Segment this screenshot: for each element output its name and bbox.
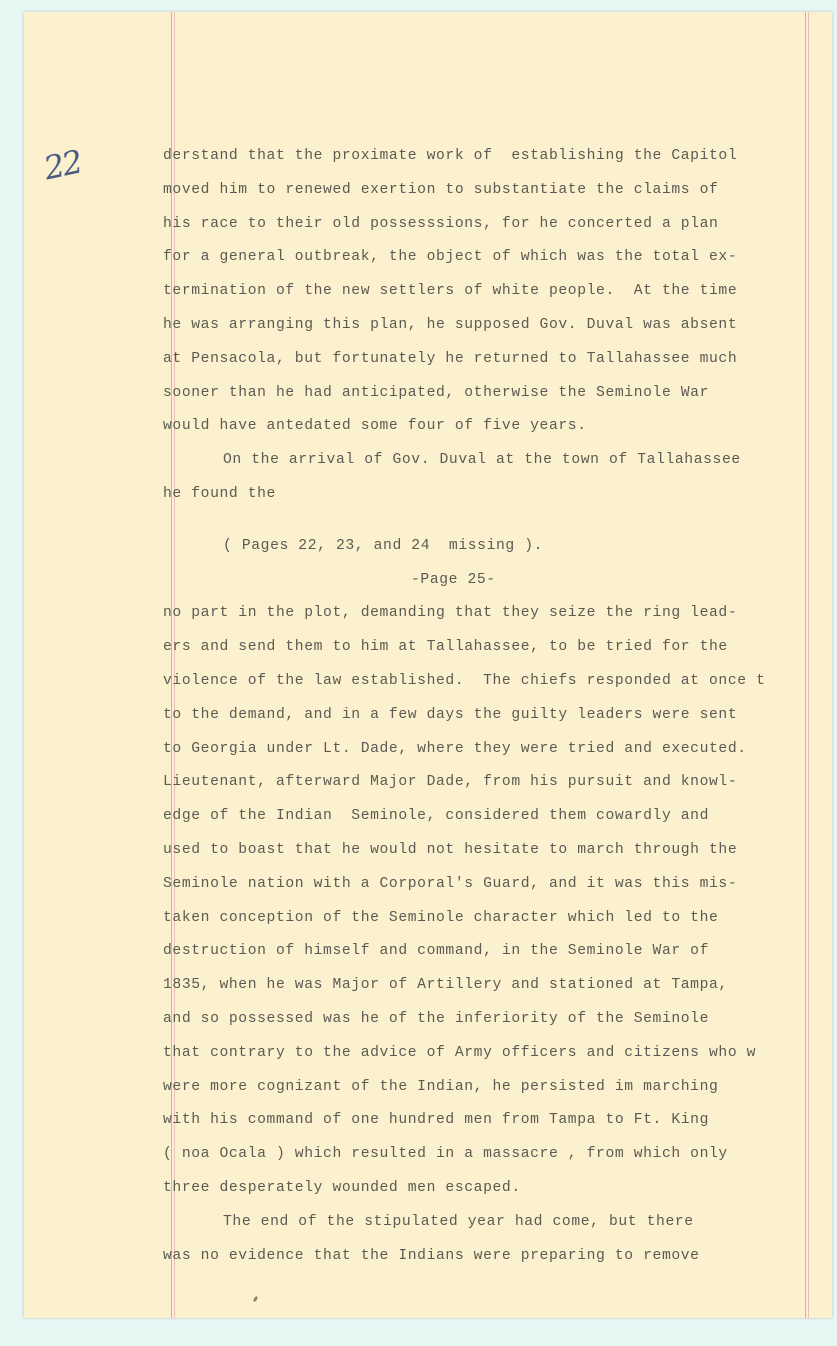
typewritten-text <box>163 140 823 1273</box>
line-gap <box>163 512 823 530</box>
text-line: destruction of himself and command, in the Seminole War of <box>163 943 710 960</box>
text-line: with his command of one hundred men from Tampa to Ft. King <box>163 1112 710 1129</box>
text-line: termination of the new settlers of white people. At the time <box>163 283 738 300</box>
text-line: derstand that the proximate work of establishing the Capitol <box>163 148 738 164</box>
text-line: to the demand, and in a few days the guilty leaders were sent <box>163 706 738 723</box>
text-line: he was arranging this plan, he supposed Gov. Duval was absent <box>163 316 738 333</box>
handwritten-page-number: 22 <box>40 142 85 188</box>
text-line: Lieutenant, afterward Major Dade, from his pursuit and knowl- <box>163 774 738 791</box>
text-line: 1835, when he was Major of Artillery and stationed at Tampa, <box>163 977 728 994</box>
text-line: taken conception of the Seminole character which led to the <box>163 909 719 926</box>
text-line: moved him to renewed exertion to substantiate the claims of <box>163 181 719 198</box>
text-line: would have antedated some four of five years. <box>163 418 587 435</box>
text-line: ( Pages 22, 23, and 24 missing ). <box>223 537 544 554</box>
text-line: The end of the stipulated year had come, but there <box>223 1213 694 1230</box>
text-line: and so possessed was he of the inferiority of the Seminole <box>163 1010 710 1027</box>
text-line: to Georgia under Lt. Dade, where they were tried and executed. <box>163 740 747 757</box>
text-line: -Page 25- <box>411 571 496 588</box>
text-line: violence of the law established. The chiefs responded at once t <box>163 672 766 689</box>
text-line: edge of the Indian Seminole, considered them cowardly and <box>163 808 710 825</box>
text-line: were more cognizant of the Indian, he persisted im marching <box>163 1078 719 1095</box>
text-line: for a general outbreak, the object of which was the total ex- <box>163 249 738 266</box>
text-line: that contrary to the advice of Army officers and citizens who w <box>163 1044 757 1061</box>
text-line: ers and send them to him at Tallahassee, to be tried for the <box>163 639 728 656</box>
text-line: On the arrival of Gov. Duval at the town of Tallahassee <box>223 452 741 469</box>
text-line: no part in the plot, demanding that they seize the ring lead- <box>163 605 738 622</box>
text-line: ( noa Ocala ) which resulted in a massacre , from which only <box>163 1146 728 1163</box>
text-line: three desperately wounded men escaped. <box>163 1179 521 1196</box>
text-line: his race to their old possesssions, for he concerted a plan <box>163 215 719 232</box>
text-line: he found the <box>163 485 276 502</box>
text-line: used to boast that he would not hesitate to march through the <box>163 841 738 858</box>
text-line: was no evidence that the Indians were preparing to remove <box>163 1247 700 1264</box>
text-line: Seminole nation with a Corporal's Guard, and it was this mis- <box>163 875 738 892</box>
text-line: at Pensacola, but fortunately he returned to Tallahassee much <box>163 350 738 367</box>
text-line: sooner than he had anticipated, otherwise the Seminole War <box>163 384 710 401</box>
